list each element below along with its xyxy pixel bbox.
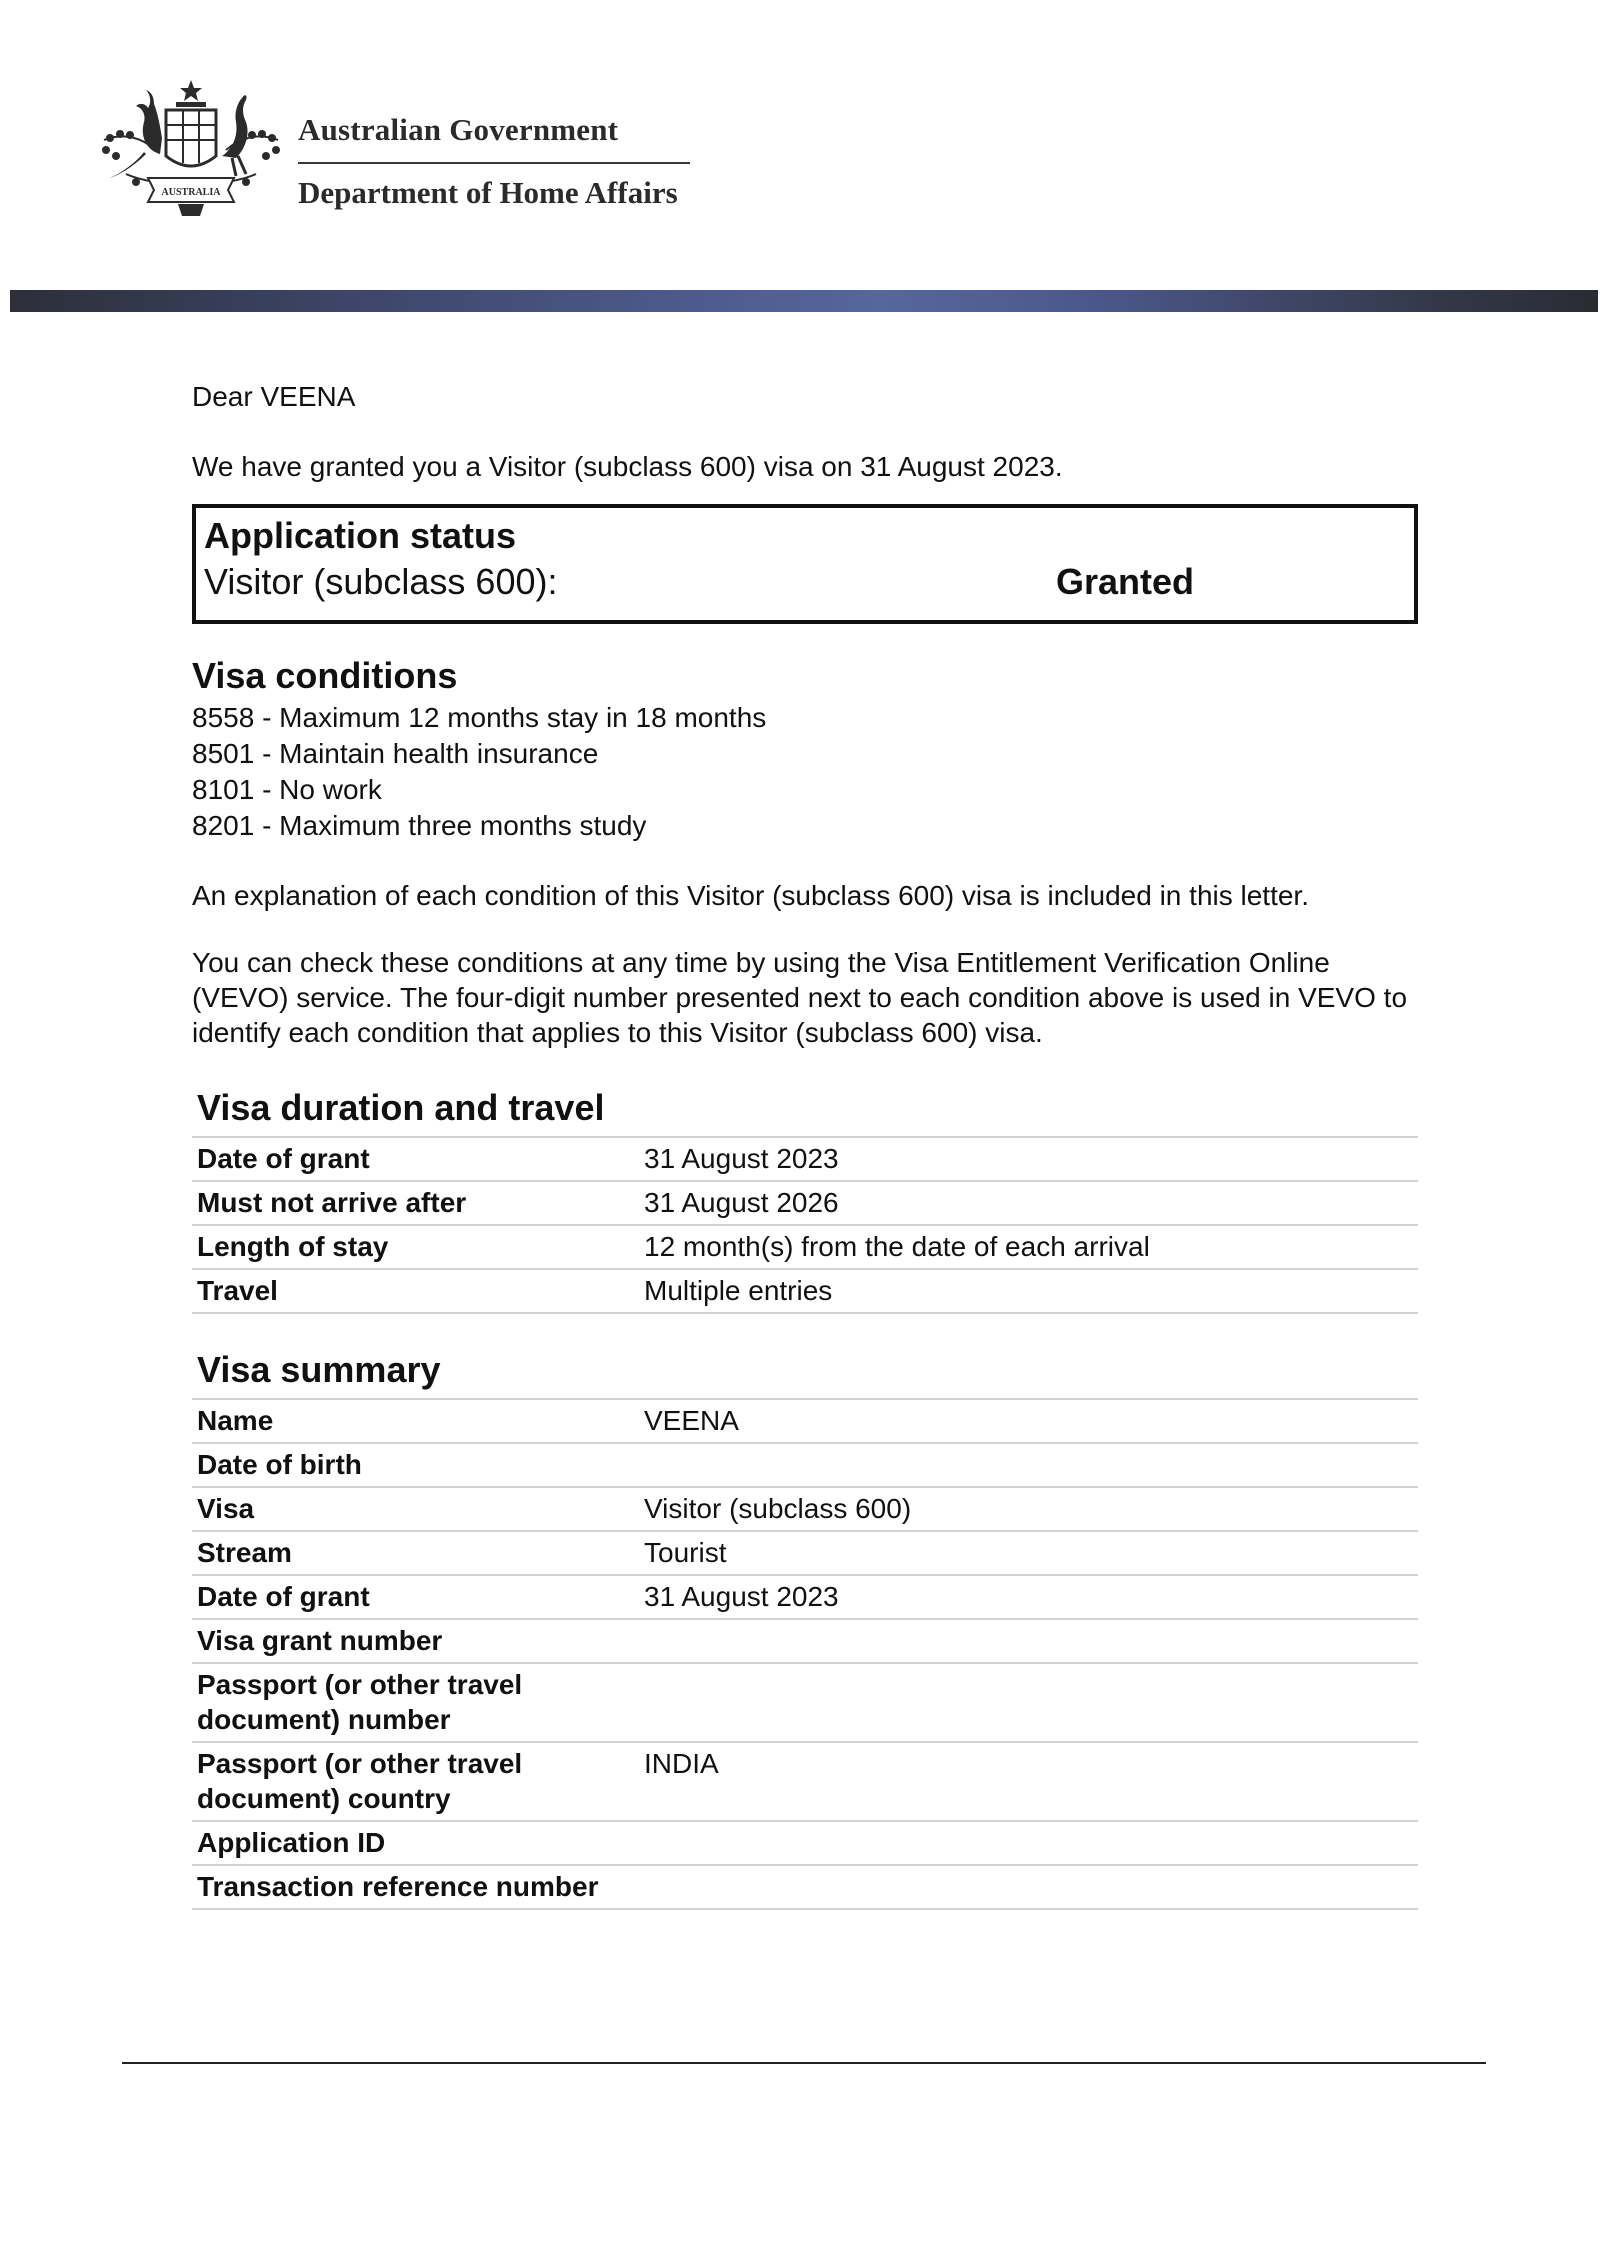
condition-item: 8201 - Maximum three months study — [192, 810, 647, 841]
government-name: Australian Government — [298, 112, 619, 147]
table-row — [192, 1743, 1418, 1822]
header-band — [10, 290, 1598, 312]
letter-body — [192, 380, 1422, 1910]
row-label: Date of birth — [197, 1449, 362, 1480]
row-label: Visa — [197, 1493, 255, 1524]
row-label: Length of stay — [197, 1231, 389, 1262]
row-label: Date of grant — [197, 1143, 370, 1174]
visa-summary-title: Visa summary — [197, 1349, 441, 1390]
condition-item: 8558 - Maximum 12 months stay in 18 months — [192, 702, 767, 733]
row-label: Must not arrive after — [197, 1187, 467, 1218]
visa-conditions-title: Visa conditions — [192, 655, 458, 696]
row-label: Stream — [197, 1537, 292, 1568]
table-row — [192, 1182, 1418, 1226]
table-row — [192, 1444, 1418, 1488]
application-status-row — [204, 558, 1406, 606]
table-row — [192, 1664, 1418, 1743]
department-name: Department of Home Affairs — [298, 175, 678, 210]
table-row — [192, 1532, 1418, 1576]
row-value: Visitor (subclass 600) — [644, 1493, 912, 1524]
row-value — [640, 1667, 1418, 1737]
table-row — [192, 1226, 1418, 1270]
table-row — [192, 1866, 1418, 1910]
table-row — [192, 1270, 1418, 1314]
salutation: Dear VEENA — [192, 381, 356, 412]
row-value: 31 August 2023 — [644, 1143, 839, 1174]
table-row — [192, 1138, 1418, 1182]
crest-ribbon-text: AUSTRALIA — [161, 187, 221, 198]
letterhead — [0, 0, 1600, 290]
row-value — [640, 1447, 1418, 1482]
row-label: Visa grant number — [197, 1625, 443, 1656]
vevo-paragraph: You can check these conditions at any time by using the Visa Entitlement Verification Online (VEVO) service. The four-digit number presented next to each condition above is used in VEVO to identify each condition that applies to this Visitor (subclass 600) visa. — [192, 947, 1408, 1048]
application-status-value: Granted — [1056, 561, 1195, 602]
table-row — [192, 1822, 1418, 1866]
grant-intro: We have granted you a Visitor (subclass 600) visa on 31 August 2023. — [192, 451, 1063, 482]
application-status-title: Application status — [204, 515, 517, 556]
row-value: 12 month(s) from the date of each arrival — [644, 1231, 1150, 1262]
application-status-box — [192, 504, 1418, 624]
row-value: INDIA — [644, 1748, 719, 1779]
visa-summary-table — [192, 1398, 1418, 1910]
row-value: Tourist — [644, 1537, 727, 1568]
row-label: Passport (or other travel document) number — [197, 1669, 523, 1735]
row-value: Multiple entries — [644, 1275, 833, 1306]
row-value — [640, 1623, 1418, 1658]
row-value — [640, 1825, 1418, 1860]
table-row — [192, 1400, 1418, 1444]
table-row — [192, 1620, 1418, 1664]
visa-duration-title: Visa duration and travel — [197, 1087, 605, 1128]
row-value: 31 August 2023 — [644, 1581, 839, 1612]
letterhead-divider — [298, 162, 690, 164]
row-label: Travel — [197, 1275, 278, 1306]
row-label: Name — [197, 1405, 274, 1436]
commonwealth-coat-of-arms-icon — [96, 78, 286, 218]
footer-divider — [122, 2062, 1486, 2064]
visa-duration-table — [192, 1136, 1418, 1314]
row-label: Transaction reference number — [197, 1871, 599, 1902]
condition-item: 8501 - Maintain health insurance — [192, 738, 599, 769]
row-value: 31 August 2026 — [644, 1187, 839, 1218]
visa-conditions-list — [192, 700, 1422, 844]
application-status-label: Visitor (subclass 600): — [204, 561, 558, 602]
row-label: Passport (or other travel document) country — [197, 1748, 523, 1814]
table-row — [192, 1488, 1418, 1532]
condition-item: 8101 - No work — [192, 774, 382, 805]
conditions-explanation: An explanation of each condition of this Visitor (subclass 600) visa is included in this letter. — [192, 880, 1309, 911]
row-label: Application ID — [197, 1827, 386, 1858]
table-row — [192, 1576, 1418, 1620]
row-label: Date of grant — [197, 1581, 370, 1612]
row-value: VEENA — [644, 1405, 739, 1436]
row-value — [640, 1869, 1418, 1904]
